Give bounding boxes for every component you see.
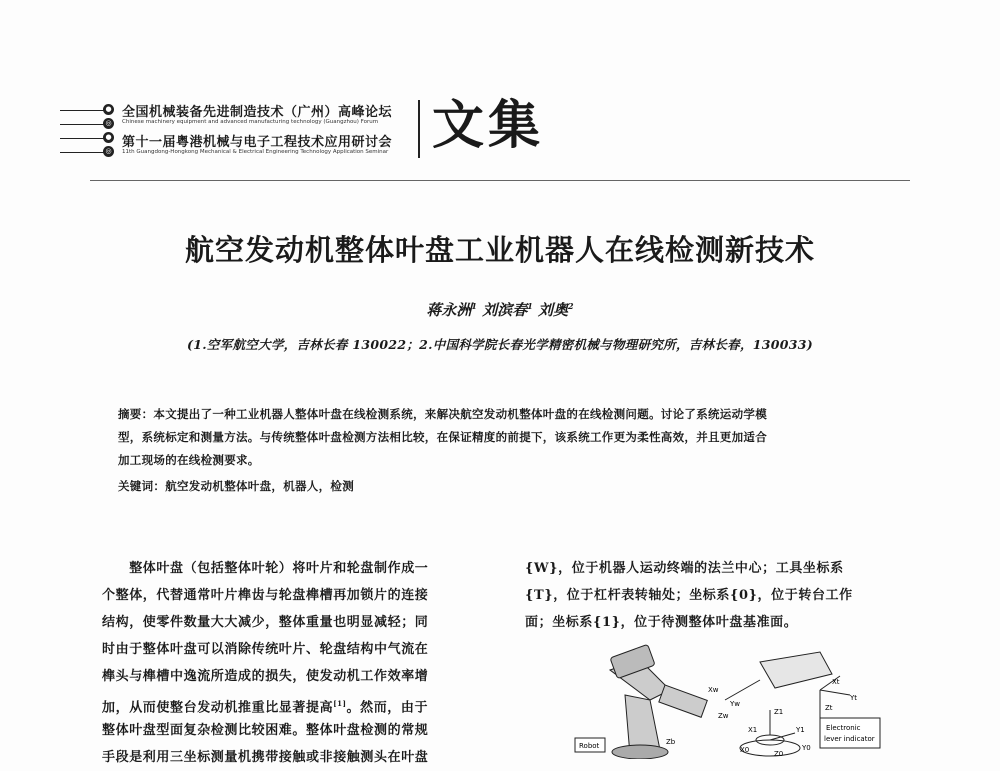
author-name: 刘滨春 — [482, 301, 528, 319]
header-line-4 — [60, 152, 105, 153]
abstract-line: 加工现场的在线检测要求。 — [118, 453, 260, 467]
fig-label: Z0 — [774, 750, 784, 758]
author-mark: 1 — [527, 301, 533, 311]
robot-wrist — [659, 685, 707, 717]
fig-label-electronic: Electronic — [826, 724, 861, 732]
header-line-3 — [60, 138, 105, 139]
paper-title: 航空发动机整体叶盘工业机器人在线检测新技术 — [184, 233, 815, 267]
system-figure — [570, 640, 940, 759]
fig-label: Yt — [850, 694, 858, 702]
fig-label-lever: lever indicator — [824, 735, 875, 743]
author-name: 蒋永洲 — [426, 301, 472, 319]
robot-base — [612, 745, 668, 759]
fig-label: X1 — [748, 726, 758, 734]
body-line: {W}，位于机器人运动终端的法兰中心；工具坐标系 — [525, 561, 844, 576]
forum1-subtitle: Chinese machinery equipment and advanced manufacturing technology (Guangzhou) Forum — [122, 119, 379, 125]
affiliation: (1.空军航空大学，吉林长春 130022；2.中国科学院长春光学精密机械与物理研究所，吉林长春，130033) — [187, 337, 813, 352]
forum2-title: 第十一届粤港机械与电子工程技术应用研讨会 — [122, 135, 393, 150]
fig-label: Yw — [730, 700, 741, 708]
badge-icon: ◎ — [103, 146, 114, 157]
abstract — [118, 403, 893, 472]
forum1-title: 全国机械装备先进制造技术（广州）高峰论坛 — [122, 105, 393, 120]
fig-label: Y0 — [802, 744, 811, 752]
body-line — [102, 690, 482, 717]
header-rule — [90, 180, 910, 181]
body-line: {T}，位于杠杆表转轴处；坐标系{0}，位于转台工作 — [525, 588, 853, 603]
badge-icon: ◎ — [103, 118, 114, 129]
fig-label: Y1 — [796, 726, 805, 734]
author-name: 刘奥 — [538, 301, 569, 319]
keywords: 关键词：航空发动机整体叶盘，机器人，检测 — [118, 479, 354, 493]
abstract-line: 摘要：本文提出了一种工业机器人整体叶盘在线检测系统，来解决航空发动机整体叶盘的在线检测问题。讨论了系统运动学模 — [118, 407, 767, 421]
fig-label: Zw — [718, 712, 729, 720]
fig-label: Xw — [708, 686, 719, 694]
header-divider — [418, 100, 420, 158]
axis-line — [725, 680, 760, 700]
header-line-1 — [60, 110, 105, 111]
authors — [0, 299, 1000, 320]
citation: [1] — [333, 699, 347, 708]
body-line: 结构，使零件数量大大减少，整体重量也明显减轻；同 — [102, 615, 429, 630]
body-line: 面；坐标系{1}，位于待测整体叶盘基准面。 — [525, 615, 798, 630]
collection-title: 文集 — [432, 95, 545, 156]
fig-label-robot: Robot — [579, 742, 600, 750]
fig-label: Z1 — [774, 708, 784, 716]
author-mark: 1 — [471, 301, 477, 311]
body-text: 。然而，由于 — [346, 700, 429, 716]
body-line: 整体叶盘型面复杂检测比较困难。整体叶盘检测的常规 — [102, 723, 429, 738]
forum2-subtitle: 11th Guangdong-Hongkong Mechanical & Electrical Engineering Technology Application Seminar — [122, 149, 389, 155]
body-line: 时由于整体叶盘可以消除传统叶片、轮盘结构中气流在 — [102, 642, 429, 657]
badge-icon: ● — [103, 104, 114, 115]
body-line: 整体叶盘（包括整体叶轮）将叶片和轮盘制作成一 — [102, 561, 429, 576]
indicator-box — [820, 718, 880, 748]
robot-diagram — [570, 640, 940, 759]
fig-label: Zt — [825, 704, 833, 712]
fig-label: Zb — [666, 738, 676, 746]
author-mark: 2 — [568, 301, 574, 311]
body-line: 个整体，代替通常叶片榫齿与轮盘榫槽再加锁片的连接 — [102, 588, 429, 603]
body-line: 手段是利用三坐标测量机携带接触或非接触测头在叶盘 — [102, 750, 429, 765]
body-text: 加，从而使整台发动机推重比显著提高 — [102, 700, 334, 716]
body-line: 榫头与榫槽中逸流所造成的损失，使发动机工作效率增 — [102, 669, 429, 684]
header-line-2 — [60, 124, 105, 125]
body-column-left — [102, 555, 482, 771]
fig-label: Xt — [832, 678, 840, 686]
axis-line — [820, 690, 850, 695]
axis-y1 — [770, 733, 795, 740]
body-column-right — [525, 555, 925, 636]
badge-icon: ● — [103, 132, 114, 143]
fig-label: X0 — [740, 746, 750, 754]
indicator-body — [760, 652, 832, 688]
abstract-line: 型，系统标定和测量方法。与传统整体叶盘检测方法相比较，在保证精度的前提下，该系统工作更为柔性高效，并且更加适合 — [118, 430, 767, 444]
